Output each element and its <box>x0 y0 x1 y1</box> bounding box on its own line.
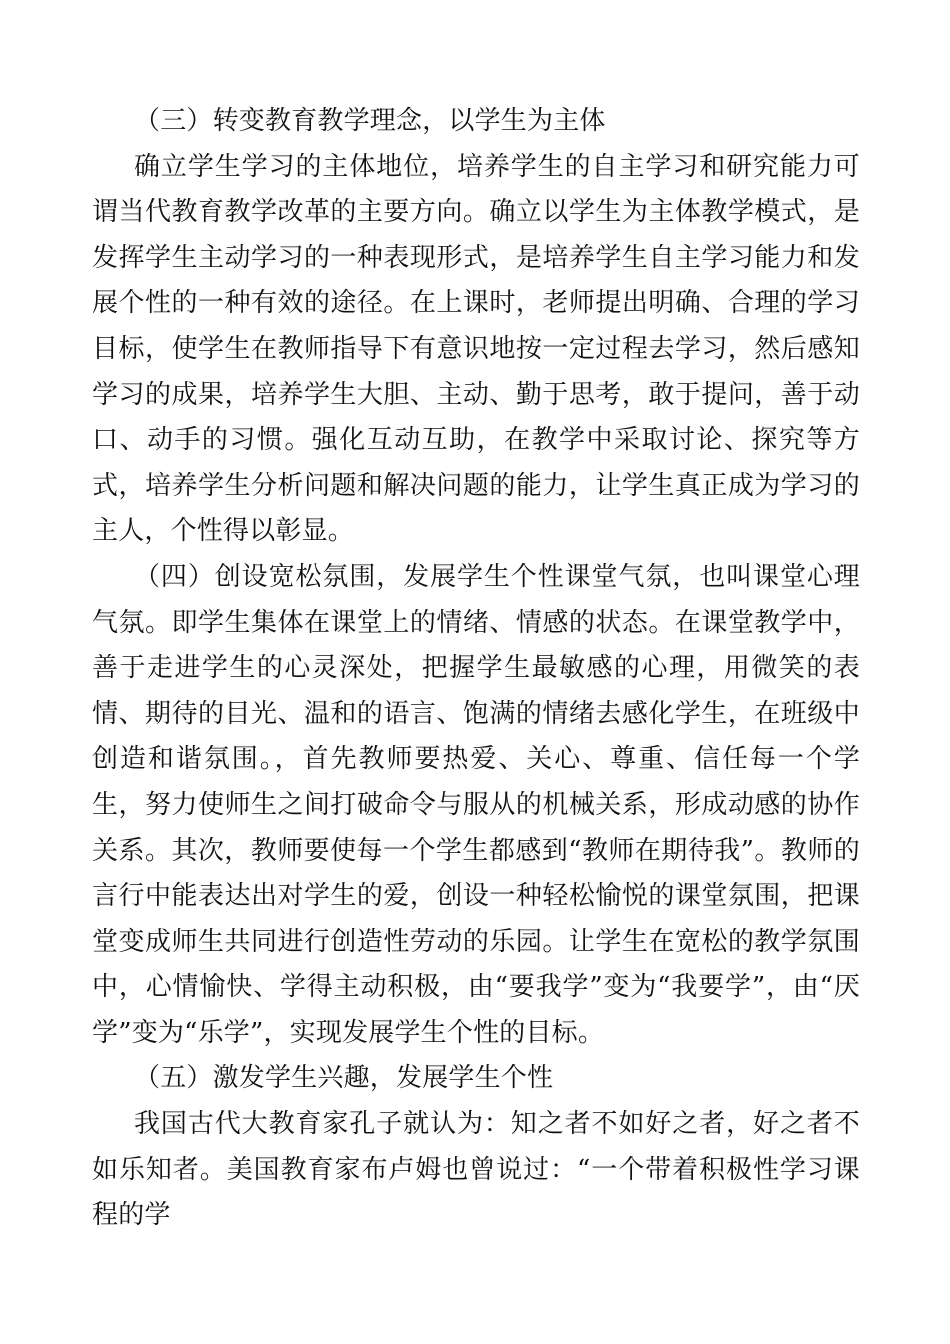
paragraph-stimulate-interest: 我国古代大教育家孔子就认为：知之者不如好之者，好之者不如乐知者。美国教育家布卢姆也曾说过：“一个带着积极性学习课程的学 <box>92 1109 860 1231</box>
section-heading-five: （五）激发学生兴趣，发展学生个性 <box>134 1063 554 1094</box>
paragraph-student-centered: 确立学生学习的主体地位，培养学生的自主学习和研究能力可谓当代教育教学改革的主要方向。确立以学生为主体教学模式，是发挥学生主动学习的一种表现形式，是培养学生自主学习能力和发展个性的一种有效的途径。在上课时，老师提出明确、合理的学习目标，使学生在教师指导下有意识地按一定过程去学习，然后感知学习的成果，培养学生大胆、主动、勤于思考，敢于提问，善于动口、动手的习惯。强化互动互助，在教学中采取讨论、探究等方式，培养学生分析问题和解决问题的能力，让学生真正成为学习的主人，个性得以彰显。 <box>92 151 860 547</box>
paragraph-relaxed-atmosphere: （四）创设宽松氛围，发展学生个性课堂气氛，也叫课堂心理气氛。即学生集体在课堂上的情绪、情感的状态。在课堂教学中，善于走进学生的心灵深处，把握学生最敏感的心理，用微笑的表情、期待的目光、温和的语言、饱满的情绪去感化学生，在班级中创造和谐氛围。，首先教师要热爱、关心、尊重、信任每一个学生，努力使师生之间打破命令与服从的机械关系，形成动感的协作关系。其次，教师要使每一个学生都感到“教师在期待我”。教师的言行中能表达出对学生的爱，创设一种轻松愉悦的课堂氛围，把课堂变成师生共同进行创造性劳动的乐园。让学生在宽松的教学氛围中，心情愉快、学得主动积极，由“要我学”变为“我要学”，由“厌学”变为“乐学”，实现发展学生个性的目标。 <box>92 561 860 1048</box>
document-body <box>92 99 860 1239</box>
section-heading-three: （三）转变教育教学理念，以学生为主体 <box>134 106 606 136</box>
